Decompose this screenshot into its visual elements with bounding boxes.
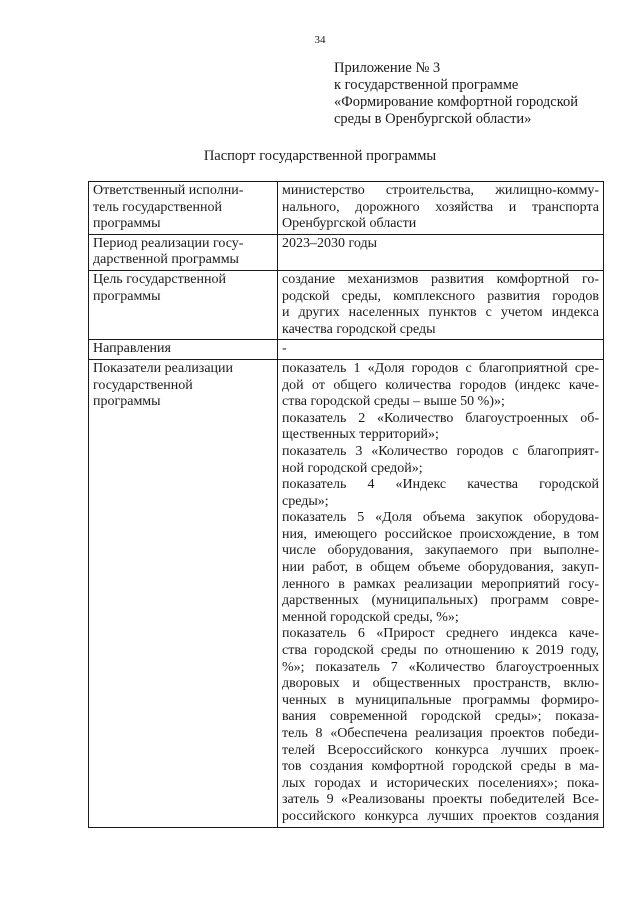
label-line: дарственной программы bbox=[93, 252, 239, 268]
label-line: Направления bbox=[93, 341, 171, 357]
value-line: ства городской среды по отношению к 2019 году, bbox=[282, 643, 599, 659]
value-line: телей Всероссийского конкурса лучших проек- bbox=[282, 742, 599, 758]
value-line: лых городах и исторических поселениях»; пока- bbox=[282, 775, 599, 791]
value-line: нии работ, в общем объеме оборудования, закуп- bbox=[282, 560, 599, 576]
value-line: 2023–2030 годы bbox=[282, 235, 378, 251]
appendix-line: к государственной программе bbox=[334, 77, 519, 93]
value-line: показатель 6 «Прирост среднего индекса каче- bbox=[282, 626, 599, 642]
value-line: дворовых и общественных пространств, вклю- bbox=[282, 676, 599, 692]
table-row bbox=[89, 234, 604, 270]
value-line: среды»; bbox=[282, 493, 329, 509]
label-line: государственной bbox=[93, 377, 193, 393]
label-line: Период реализации госу- bbox=[93, 235, 244, 251]
value-line: российского конкурса лучших проектов создания bbox=[282, 808, 599, 824]
row-label bbox=[89, 182, 278, 235]
value-line: показатель 5 «Доля объема закупок оборудова- bbox=[282, 510, 599, 526]
row-label bbox=[89, 270, 278, 339]
label-line: Показатели реализации bbox=[93, 360, 234, 376]
value-line: щественных территорий»; bbox=[282, 427, 439, 443]
value-line: менной городской среды, %»; bbox=[282, 609, 459, 625]
value-line: дарственных (муниципальных) программ совре- bbox=[282, 593, 599, 609]
value-line: - bbox=[282, 341, 287, 357]
table-row bbox=[89, 359, 604, 827]
passport-table bbox=[88, 181, 604, 828]
label-line: тель государственной bbox=[93, 199, 222, 215]
page-number: 34 bbox=[314, 34, 326, 46]
row-value bbox=[278, 182, 604, 235]
appendix-line: Приложение № 3 bbox=[334, 60, 441, 76]
value-line: показатель 2 «Количество благоустроенных об- bbox=[282, 410, 599, 426]
row-label bbox=[89, 359, 278, 827]
value-line: вания современной городской среды»; показа- bbox=[282, 709, 599, 725]
value-line: затель 9 «Реализованы проекты победителей Все- bbox=[282, 792, 599, 808]
value-line: показатель 1 «Доля городов с благоприятной сре- bbox=[282, 360, 599, 376]
value-line: %»; показатель 7 «Количество благоустроенных bbox=[282, 659, 599, 675]
appendix-line: среды в Оренбургской области» bbox=[334, 111, 532, 127]
value-line: качества городской среды bbox=[282, 321, 436, 337]
value-line: ной городской средой»; bbox=[282, 460, 423, 476]
value-line: показатель 3 «Количество городов с благоприят- bbox=[282, 443, 599, 459]
row-label bbox=[89, 340, 278, 360]
value-line: числе оборудования, закупаемого при выполне- bbox=[282, 543, 599, 559]
label-line: Ответственный исполни- bbox=[93, 183, 244, 198]
row-value bbox=[278, 340, 604, 360]
label-line: программы bbox=[93, 216, 161, 232]
value-line: показатель 4 «Индекс качества городской bbox=[282, 477, 599, 493]
table-row bbox=[89, 182, 604, 235]
value-line: ния, имеющего российское происхождение, в том bbox=[282, 526, 599, 542]
row-value bbox=[278, 270, 604, 339]
value-line: министерство строительства, жилищно-комму- bbox=[282, 183, 599, 198]
label-line: программы bbox=[93, 394, 161, 410]
appendix-header bbox=[334, 60, 624, 128]
value-line: нального, дорожного хозяйства и транспорта bbox=[282, 199, 599, 215]
table-row bbox=[89, 340, 604, 360]
value-line: тель 8 «Обеспечена реализация проектов победи- bbox=[282, 726, 599, 741]
row-value bbox=[278, 359, 604, 827]
value-line: ченных в муниципальные программы формиро- bbox=[282, 692, 599, 708]
table-row bbox=[89, 270, 604, 339]
value-line: тов создания комфортной городской среды в ма- bbox=[282, 759, 599, 775]
row-label bbox=[89, 234, 278, 270]
value-line: ства городской среды – выше 50 %)»; bbox=[282, 394, 505, 410]
value-line: ленного в рамках реализации мероприятий госу- bbox=[282, 576, 599, 592]
value-line: Оренбургской области bbox=[282, 216, 417, 232]
value-line: дой от общего количества городов (индекс каче- bbox=[282, 377, 599, 393]
label-line: программы bbox=[93, 288, 161, 304]
value-line: создание механизмов развития комфортной го- bbox=[282, 271, 599, 287]
document-title: Паспорт государственной программы bbox=[203, 148, 437, 164]
appendix-line: «Формирование комфортной городской bbox=[334, 94, 579, 110]
label-line: Цель государственной bbox=[93, 271, 226, 287]
row-value bbox=[278, 234, 604, 270]
value-line: родской среды, комплексного развития городов bbox=[282, 288, 599, 304]
value-line: и других населенных пунктов с учетом индекса bbox=[282, 305, 599, 321]
